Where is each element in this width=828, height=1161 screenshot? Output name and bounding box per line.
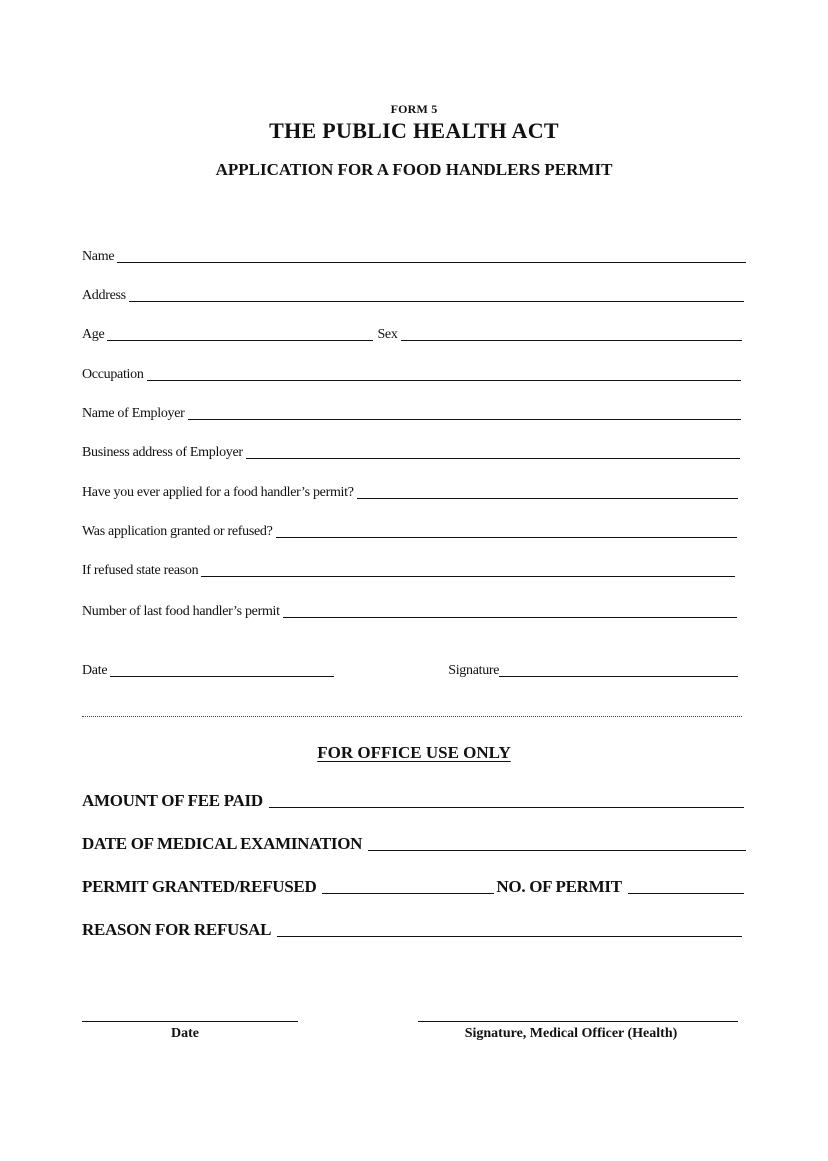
granted-refused-field[interactable] [276, 536, 737, 538]
office-use-heading [0, 743, 828, 763]
granted-refused-label: Was application granted or refused? [82, 524, 273, 539]
business-address-label: Business address of Employer [82, 445, 243, 460]
sex-label: Sex [377, 327, 398, 342]
fee-row [82, 786, 744, 812]
permit-number-label: NO. OF PERMIT [496, 877, 622, 896]
officer-date-caption: Date [171, 1026, 199, 1041]
refused-reason-label: If refused state reason [82, 563, 199, 578]
date-field[interactable] [110, 675, 334, 677]
age-field[interactable] [107, 339, 373, 341]
sex-field[interactable] [401, 339, 742, 341]
refusal-reason-row [82, 915, 742, 941]
refused-reason-field[interactable] [201, 575, 735, 577]
name-label: Name [82, 249, 115, 264]
address-field[interactable] [129, 300, 744, 302]
office-use-heading-text: FOR OFFICE USE ONLY [317, 743, 511, 762]
medical-exam-label: DATE OF MEDICAL EXAMINATION [82, 834, 363, 853]
business-address-field[interactable] [246, 457, 740, 459]
refusal-reason-field[interactable] [277, 935, 742, 937]
applied-before-row [82, 480, 738, 502]
medical-exam-field[interactable] [368, 849, 746, 851]
age-sex-row [82, 322, 742, 344]
section-divider [82, 716, 742, 717]
occupation-row [82, 362, 741, 384]
business-address-row [82, 440, 740, 462]
applied-before-field[interactable] [357, 497, 738, 499]
employer-row [82, 401, 741, 423]
medical-exam-row [82, 829, 746, 855]
fee-label: AMOUNT OF FEE PAID [82, 791, 263, 810]
address-label: Address [82, 288, 126, 303]
employer-label: Name of Employer [82, 406, 185, 421]
name-row [82, 244, 746, 266]
age-label: Age [82, 327, 105, 342]
form-number: FORM 5 [390, 102, 438, 116]
application-title: APPLICATION FOR A FOOD HANDLERS PERMIT [215, 160, 613, 179]
employer-field[interactable] [188, 418, 742, 420]
name-field[interactable] [117, 261, 746, 263]
refused-reason-row [82, 558, 735, 580]
officer-date-line[interactable] [82, 1021, 298, 1022]
signature-field[interactable] [499, 675, 738, 677]
occupation-field[interactable] [147, 379, 741, 381]
officer-signature-line[interactable] [418, 1021, 738, 1022]
signature-label: Signature [448, 663, 500, 678]
refusal-reason-label: REASON FOR REFUSAL [82, 920, 272, 939]
address-row [82, 283, 744, 305]
fee-field[interactable] [269, 806, 744, 808]
last-permit-field[interactable] [283, 616, 737, 618]
applied-before-label: Have you ever applied for a food handler’s permit? [82, 485, 354, 500]
act-title: THE PUBLIC HEALTH ACT [269, 118, 559, 143]
last-permit-row [82, 599, 737, 621]
occupation-label: Occupation [82, 367, 144, 382]
date-label: Date [82, 663, 108, 678]
last-permit-label: Number of last food handler’s permit [82, 604, 280, 619]
granted-refused-row [82, 519, 737, 541]
permit-status-label: PERMIT GRANTED/REFUSED [82, 877, 317, 896]
officer-signature-caption: Signature, Medical Officer (Health) [464, 1026, 678, 1041]
permit-status-field[interactable] [322, 892, 494, 894]
date-signature-row [82, 658, 738, 680]
permit-status-row [82, 872, 744, 898]
permit-number-field[interactable] [628, 892, 744, 894]
